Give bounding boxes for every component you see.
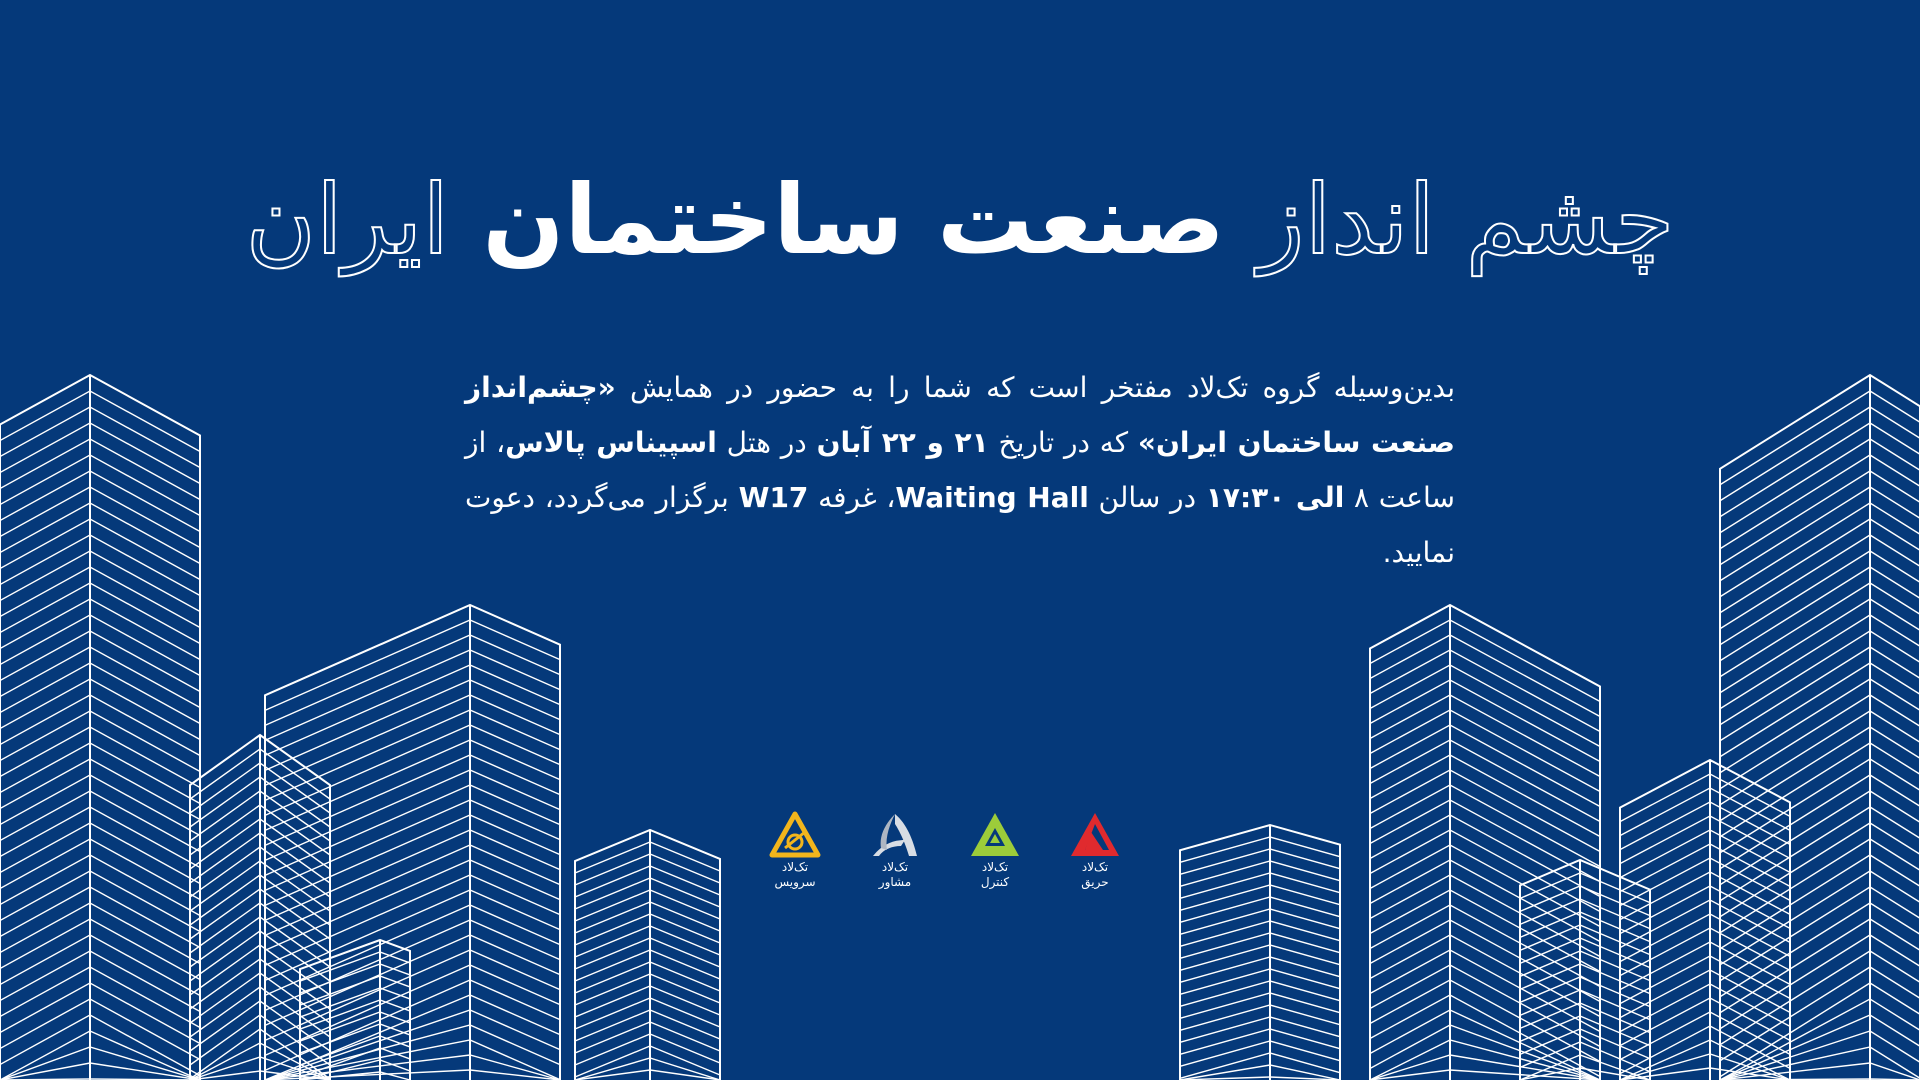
logo-service-line2: سرویس: [774, 875, 816, 889]
logo-moshaver-line1: تک‌لاد: [881, 860, 909, 874]
building-outline: [1180, 825, 1340, 1080]
logo-moshaver-line2: مشاور: [878, 875, 912, 889]
invitation-paragraph: [465, 360, 1455, 580]
invite-text-4: ، از ساعت: [465, 426, 1455, 514]
invite-text-2: که در تاریخ: [988, 426, 1138, 459]
invite-text-6: در سالن: [1088, 481, 1206, 514]
logo-service: [760, 810, 830, 900]
grey-swirl-logo-icon: [867, 810, 923, 860]
event-dates: ۲۱ و ۲۲ آبان: [816, 426, 989, 459]
building-outline: [575, 830, 720, 1080]
title-outline-end: ایران: [245, 164, 450, 276]
brand-logos: [760, 810, 1130, 900]
logo-harigh-line2: حریق: [1081, 875, 1109, 889]
building-outline: [190, 735, 330, 1080]
building-outline: [300, 940, 410, 1080]
page-title: [0, 150, 1920, 290]
invite-text-8: برگزار می‌گردد، دعوت نمایید.: [465, 481, 1455, 569]
time-end: الی ۱۷:۳۰: [1205, 481, 1345, 514]
logo-harigh-line1: تک‌لاد: [1081, 860, 1109, 874]
logo-control-line2: کنترل: [980, 875, 1010, 889]
invite-text-5: [1344, 481, 1354, 514]
hall-name: Waiting Hall: [895, 481, 1089, 514]
logo-moshaver: [860, 810, 930, 900]
event-name: «چشم‌انداز صنعت ساختمان ایران»: [465, 371, 1455, 459]
hotel-name: اسپیناس پالاس: [505, 426, 717, 459]
red-triangle-logo-icon: [1067, 810, 1123, 860]
building-outline: [1620, 760, 1790, 1080]
booth-number: W17: [738, 481, 809, 514]
logo-harigh: [1060, 810, 1130, 900]
logo-control-line1: تک‌لاد: [981, 860, 1009, 874]
title-bold: صنعت ساختمان: [482, 164, 1225, 276]
building-outline: [1720, 375, 1920, 1080]
time-start: ۸: [1354, 481, 1370, 514]
building-outline: [0, 375, 200, 1080]
yellow-triangle-logo-icon: [767, 810, 823, 860]
title-outline-start: چشم انداز: [1258, 164, 1675, 276]
invite-text-7: ، غرفه: [808, 481, 896, 514]
invite-text-3: در هتل: [716, 426, 817, 459]
logo-service-line1: تک‌لاد: [781, 860, 809, 874]
invite-text-1: بدین‌وسیله گروه تک‌لاد مفتخر است که شما را به حضور در همایش: [615, 371, 1455, 404]
logo-control: [960, 810, 1030, 900]
green-triangle-logo-icon: [967, 810, 1023, 860]
